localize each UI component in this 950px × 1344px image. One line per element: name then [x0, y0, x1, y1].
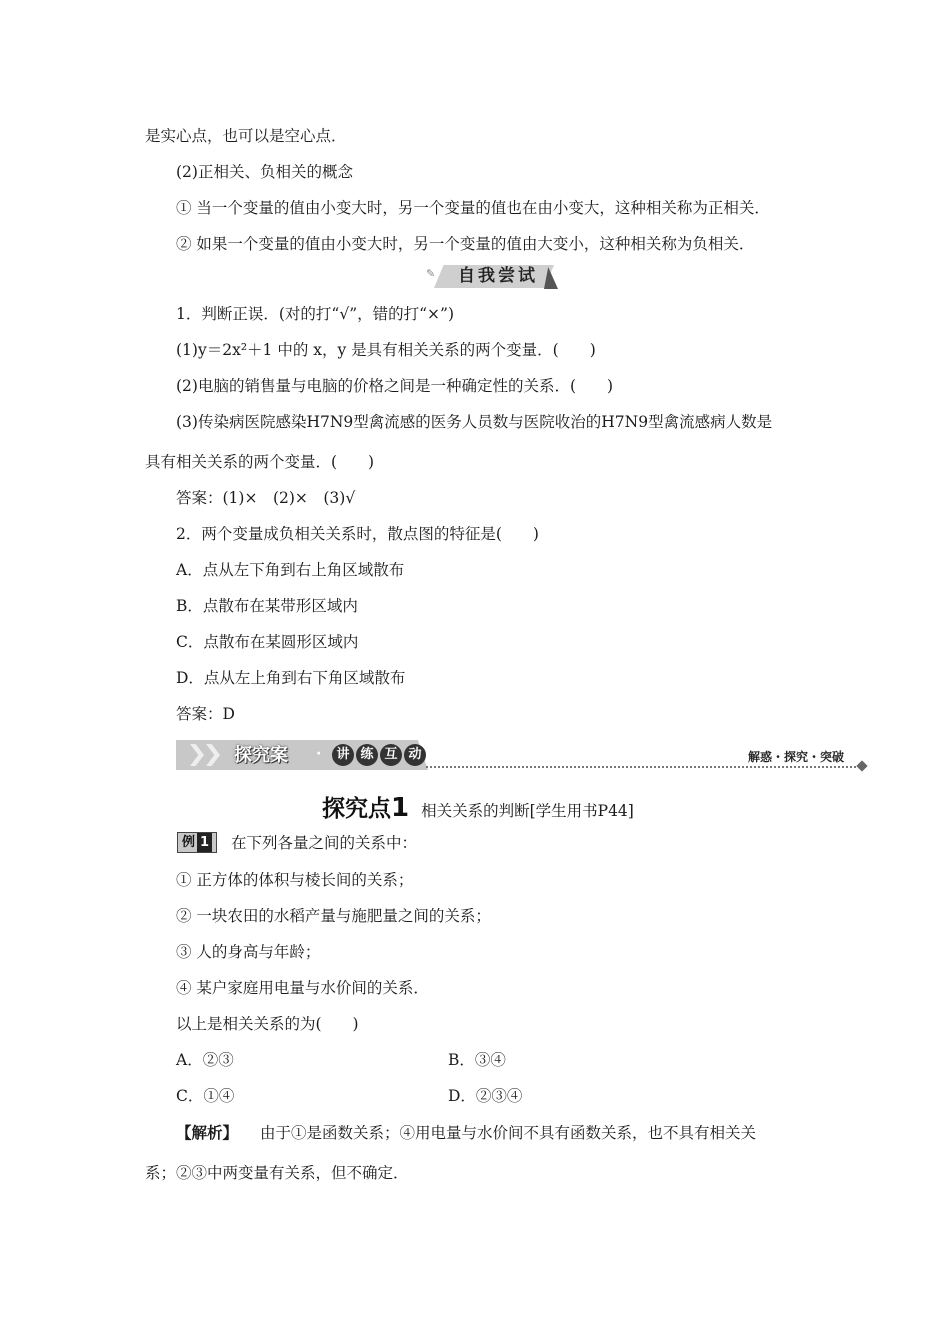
subtitle-char: 互	[380, 744, 402, 766]
example-option-d: D．②③④	[448, 1087, 523, 1105]
q1-stem: 1．判断正误．(对的打“√”，错的打“×”)	[176, 305, 455, 323]
q1-statement-1: (1)y＝2x²＋1 中的 x，y 是具有相关关系的两个变量．( )	[176, 341, 596, 359]
intro-line-continued: 是实心点，也可以是空心点．	[145, 127, 347, 145]
q1-statement-3-cont: 具有相关关系的两个变量．( )	[145, 453, 375, 471]
example-item-4: ④ 某户家庭用电量与水价间的关系．	[176, 979, 429, 997]
q2-option-d: D．点从左上角到右下角区域散布	[176, 669, 406, 687]
example-option-a: A．②③	[176, 1051, 234, 1069]
example-question: 以上是相关关系的为( )	[176, 1015, 359, 1033]
self-try-label: 自我尝试	[458, 266, 538, 286]
section-header-bar	[176, 740, 866, 774]
example-item-3: ③ 人的身高与年龄；	[176, 943, 321, 961]
section-separator: ·	[316, 746, 322, 762]
exploration-point-heading	[322, 790, 634, 823]
analysis-text-cont: 系；②③中两变量有关系，但不确定．	[145, 1164, 409, 1182]
example-badge-number: 1	[197, 833, 212, 852]
intro-negative-correlation: ② 如果一个变量的值由小变大时，另一个变量的值由大变小，这种相关称为负相关．	[176, 235, 755, 253]
q2-option-c: C．点散布在某圆形区域内	[176, 633, 359, 651]
example-option-b: B．③④	[448, 1051, 506, 1069]
example-option-c: C．①④	[176, 1087, 235, 1105]
section-title: 探究案	[234, 745, 288, 766]
example-item-2: ② 一块农田的水稻产量与施肥量之间的关系；	[176, 907, 491, 925]
subtitle-char: 练	[356, 744, 378, 766]
point-number: 1	[391, 793, 410, 823]
analysis-paragraph	[176, 1123, 756, 1143]
analysis-tag: 【解析】	[176, 1123, 239, 1142]
pencil-icon: ✎	[426, 267, 436, 280]
point-description: 相关关系的判断[学生用书P44]	[421, 802, 634, 820]
q1-statement-3: (3)传染病医院感染H7N9型禽流感的医务人员数与医院收治的H7N9型禽流感病人数是	[176, 413, 773, 431]
q2-option-a: A．点从左下角到右上角区域散布	[176, 561, 405, 579]
diamond-icon	[856, 760, 867, 771]
q2-option-b: B．点散布在某带形区域内	[176, 597, 358, 615]
intro-heading-correlation: (2)正相关、负相关的概念	[176, 163, 353, 181]
dotted-rule	[426, 766, 856, 768]
example-stem: 在下列各量之间的关系中：	[231, 834, 418, 852]
intro-positive-correlation: ① 当一个变量的值由小变大时，另一个变量的值也在由小变大，这种相关称为正相关．	[176, 199, 770, 217]
analysis-text: 由于①是函数关系；④用电量与水价间不具有函数关系，也不具有相关关	[260, 1124, 757, 1142]
subtitle-char: 动	[404, 744, 426, 766]
q2-stem: 2．两个变量成负相关关系时，散点图的特征是( )	[176, 525, 539, 543]
self-try-banner	[424, 263, 558, 291]
example-badge-text: 例	[182, 835, 196, 850]
q2-answer: 答案：D	[176, 705, 235, 723]
section-right-caption: 解惑・探究・突破	[747, 750, 844, 764]
example-badge	[177, 832, 217, 853]
subtitle-char: 讲	[332, 744, 354, 766]
example-item-1: ① 正方体的体积与棱长间的关系；	[176, 871, 414, 889]
q1-answer: 答案：(1)× (2)× (3)√	[176, 489, 356, 507]
q1-statement-2: (2)电脑的销售量与电脑的价格之间是一种确定性的关系．( )	[176, 377, 614, 395]
point-label: 探究点	[322, 796, 391, 822]
section-subtitle	[332, 744, 426, 766]
